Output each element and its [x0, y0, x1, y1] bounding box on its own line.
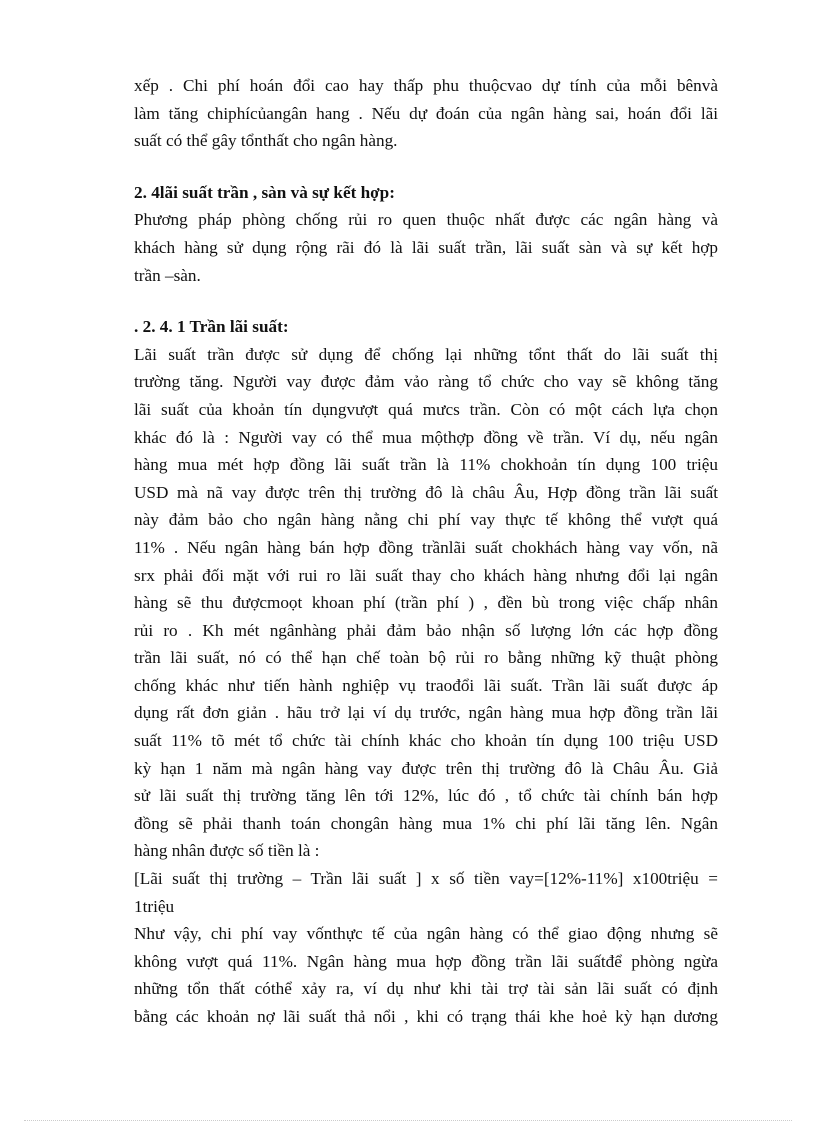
- paragraph-gap: [134, 289, 718, 313]
- paragraph-hedging-cost: [134, 72, 718, 155]
- text-line: hàng nhân được số tiền là :: [134, 841, 320, 861]
- paragraph-cap-floor-intro: [134, 206, 718, 289]
- text-line: lãi suất của khoản tín dụngvượt quá mưcs trần. Còn có một cách lựa chọn: [134, 399, 718, 419]
- text-line: này đảm bảo cho ngân hàng nằng chi phí vay thực tế không thể vượt quá: [134, 510, 718, 530]
- text-line: Phương pháp phòng chống rủi ro quen thuộc nhất được các ngân hàng và: [134, 210, 718, 230]
- text-line: trần –sàn.: [134, 265, 201, 285]
- paragraph-conclusion: [134, 920, 718, 1030]
- text-line: trần lãi suất, nó có thể hạn chế toàn bộ rủi ro bằng những kỹ thuật phòng: [134, 648, 718, 668]
- text-line: suất có thể gây tổnthất cho ngân hàng.: [134, 131, 398, 151]
- text-line: hàng sẽ thu đượcmoọt khoan phí (trần phí ) , đền bù trong việc chấp nhân: [134, 593, 718, 613]
- formula-block: [134, 865, 718, 920]
- text-line: USD mà nã vay được trên thị trường đô là châu Âu, Hợp đồng trần lãi suất: [134, 482, 718, 502]
- text-line: làm tăng chiphícủangân hang . Nếu dự đoán của ngân hàng sai, hoán đổi lãi: [134, 103, 718, 123]
- text-line: khách hàng sử dụng rộng rãi đó là lãi suất trần, lãi suất sàn và sự kết hợp: [134, 237, 718, 257]
- text-line: dụng rất đơn giản . hãu trở lại ví dụ trước, ngân hàng mua hợp đồng trần lãi: [134, 703, 718, 723]
- text-line: bằng các khoản nợ lãi suất thả nổi , khi có trạng thái khe hoẻ kỳ hạn dương: [134, 1007, 718, 1026]
- formula-line: [Lãi suất thị trường – Trần lãi suất ] x số tiền vay=[12%-11%] x100triệu =: [134, 869, 718, 889]
- paragraph-gap: [134, 155, 718, 179]
- text-line: srx phải đối mặt với rui ro lãi suất thay cho khách hàng nhưng đổi lại ngân: [134, 565, 718, 585]
- text-line: khác đó là : Người vay có thể mua mộthợp đồng về trần. Ví dụ, nếu ngân: [134, 427, 718, 447]
- text-line: rủi ro . Kh mét ngânhàng phải đảm bảo nhận số lượng lớn các hợp đồng: [134, 620, 718, 640]
- text-line: xếp . Chi phí hoán đổi cao hay thấp phu thuộcvao dự tính của mỗi bênvà: [134, 76, 718, 95]
- document-body: [134, 72, 718, 1031]
- text-line: Lãi suất trần được sử dụng để chống lại những tổnt thất do lãi suất thị: [134, 344, 718, 364]
- text-line: suất 11% tõ mét tổ chức tài chính khác cho khoản tín dụng 100 triệu USD: [134, 731, 718, 751]
- formula-line: 1triệu: [134, 896, 175, 916]
- text-line: đồng sẽ phải thanh toán chongân hàng mua 1% chi phí lãi tăng lên. Ngân: [134, 813, 718, 833]
- text-line: Như vậy, chi phí vay vốnthực tế của ngân hàng có thể giao động nhưng sẽ: [134, 924, 718, 944]
- text-line: trường tăng. Người vay được đảm vảo ràng tổ chức cho vay sẽ không tăng: [134, 372, 718, 392]
- text-line: chống khác như tiến hành nghiệp vụ traođổi lãi suất. Trần lãi suất được áp: [134, 675, 718, 695]
- text-line: không vượt quá 11%. Ngân hàng mua hợp đồng trần lãi suấtđể phòng ngừa: [134, 951, 718, 971]
- text-line: hàng mua mét hợp đồng lãi suất trần là 11% chokhoản tín dụng 100 triệu: [134, 455, 718, 475]
- paragraph-interest-cap: [134, 341, 718, 865]
- section-heading-2-4: 2. 4lãi suất trần , sàn và sự kết hợp:: [134, 182, 395, 202]
- text-line: sử lãi suất thị trường tăng lên tới 12%, lúc đó , tổ chức tài chính bán hợp: [134, 786, 718, 806]
- text-line: kỳ hạn 1 năm mà ngân hàng vay được trên thị trường đô là Châu Âu. Giả: [134, 758, 718, 778]
- text-line: những tổn thất cóthể xảy ra, ví dụ như khi tài trợ tài sản lãi suất có định: [134, 979, 718, 999]
- section-heading-2-4-1: . 2. 4. 1 Trần lãi suất:: [134, 317, 289, 337]
- text-line: 11% . Nếu ngân hàng bán hợp đồng trầnlãi suất chokhách hàng vay vốn, nã: [134, 537, 718, 557]
- page-bottom-divider: [24, 1120, 792, 1121]
